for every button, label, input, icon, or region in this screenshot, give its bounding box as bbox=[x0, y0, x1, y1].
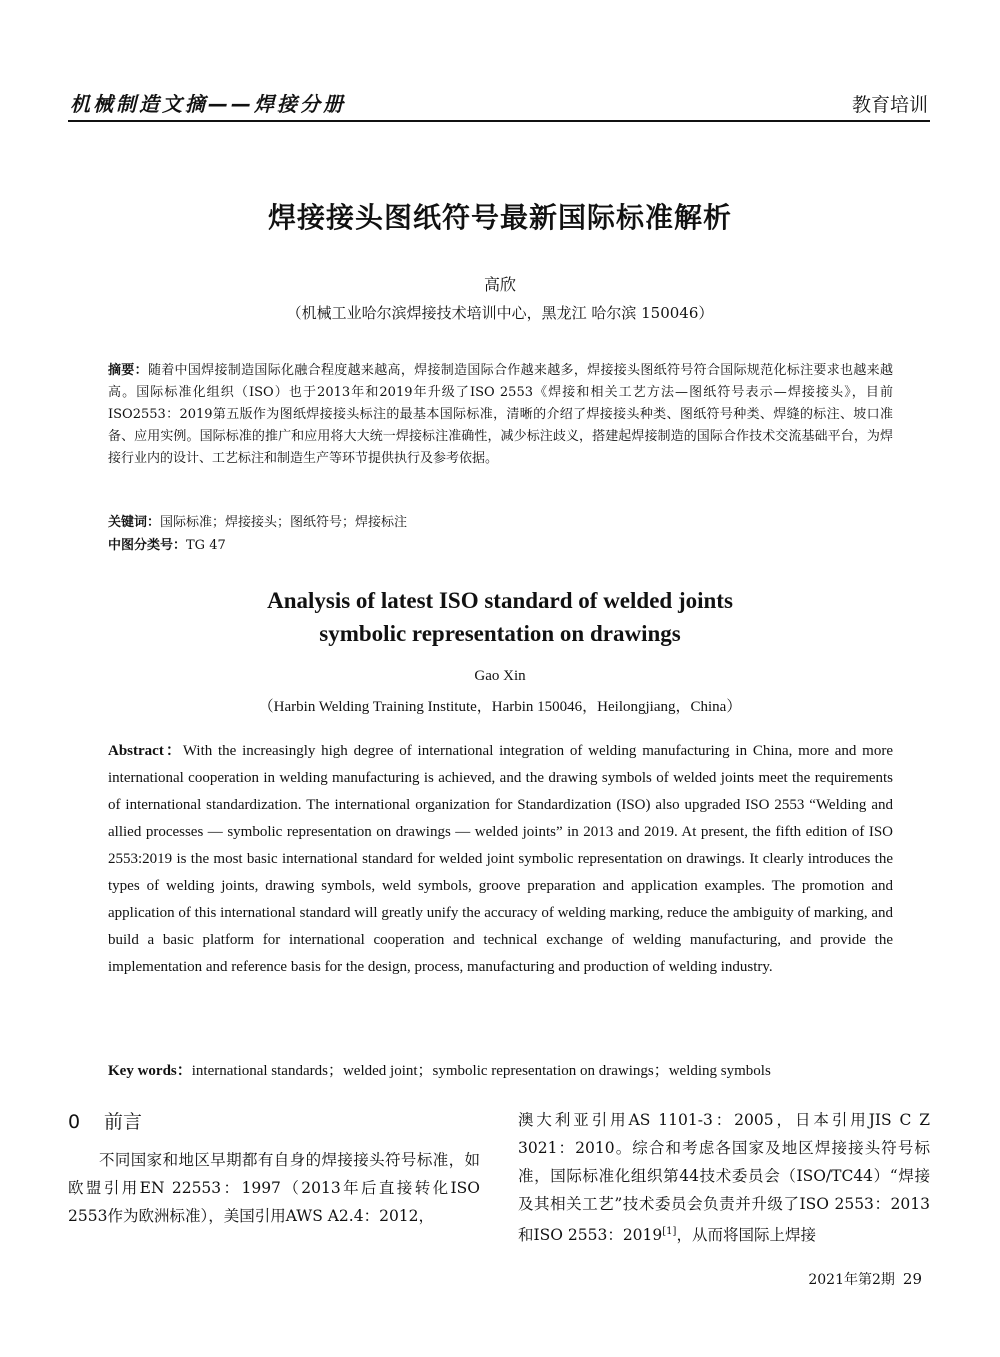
section-number: 0 bbox=[68, 1111, 81, 1133]
section-title: 前言 bbox=[104, 1111, 143, 1133]
keywords-en-label: Key words： bbox=[108, 1063, 192, 1079]
abstract-cn bbox=[108, 360, 893, 470]
page-footer bbox=[808, 1269, 922, 1289]
page-number: 29 bbox=[902, 1270, 922, 1288]
affiliation-cn: （机械工业哈尔滨焊接技术培训中心，黑龙江 哈尔滨 150046） bbox=[286, 304, 714, 322]
author-cn: 高欣 bbox=[483, 275, 516, 294]
abstract-en-text: With the increasingly high degree of international integration of welding manufacturing in China, more and more international cooperation in welding manufacturing is achieved, and the drawing symbols of welded joints meet the requirements of international standardization. The international organization for Standardization (ISO) also upgraded ISO 2553 “Welding and allied processes — symbolic representation on drawings — welded joints” in 2013 and 2019. At present, the fifth edition of ISO 2553:2019 is the most basic international standard for welded joint symbolic representation on drawings. It clearly introduces the types of welding joints, drawing symbols, weld symbols, groove preparation and application examples. The promotion and application of this international standard will greatly unify the accuracy of welding marking, reduce the ambiguity of marking, and build a basic platform for international cooperation and technical exchange of welding manufacturing, and provide the implementation and reference basis for the design, process, manufacturing and production of welding industry. bbox=[108, 743, 893, 975]
abstract-en-label: Abstract： bbox=[108, 743, 183, 759]
keywords-en-text: international standards；welded joint；symbolic representation on drawings；welding symbols bbox=[191, 1063, 771, 1079]
paper-title-en bbox=[0, 584, 1000, 650]
body-paragraph-right-tail: ，从而将国际上焊接 bbox=[676, 1226, 816, 1245]
paper-title-en-line1: Analysis of latest ISO standard of welded joints bbox=[267, 588, 733, 613]
affiliation-en: （Harbin Welding Training Institute，Harbin 150046，Heilongjiang，China） bbox=[258, 699, 742, 715]
paper-title-cn: 焊接接头图纸符号最新国际标准解析 bbox=[267, 201, 732, 234]
keywords-cn-label: 关键词： bbox=[108, 515, 161, 530]
running-header bbox=[68, 84, 930, 122]
classification-code bbox=[108, 535, 226, 557]
section-heading bbox=[68, 1108, 480, 1136]
clc-label: 中图分类号： bbox=[108, 538, 187, 553]
keywords-cn bbox=[108, 512, 407, 534]
body-paragraph-right: 澳大利亚引用AS 1101-3：2005，日本引用JIS C Z 3021：2010。综合和考虑各国家及地区焊接接头符号标准，国际标准化组织第44技术委员会（ISO/TC44）“焊接及其相关工艺”技术委员会负责并升级了ISO 2553：2013和ISO 2553：2019 bbox=[518, 1111, 930, 1245]
section-name: 教育培训 bbox=[851, 94, 928, 116]
abstract-en bbox=[108, 738, 893, 981]
author-en: Gao Xin bbox=[474, 668, 526, 684]
body-column-left bbox=[68, 1108, 480, 1230]
citation-ref: [1] bbox=[662, 1226, 677, 1237]
keywords-en bbox=[108, 1058, 898, 1085]
abstract-cn-text: 随着中国焊接制造国际化融合程度越来越高，焊接制造国际合作越来越多，焊接接头图纸符号符合国际规范化标注要求也越来越高。国际标准化组织（ISO）也于2013年和2019年升级了ISO 2553《焊接和相关工艺方法—图纸符号表示—焊接接头》，目前ISO2553：2019第五版作为图纸焊接接头标注的最基本国际标准，清晰的介绍了焊接接头种类、图纸符号种类、焊缝的标注、坡口准备、应用实例。国际标准的推广和应用将大大统一焊接标注准确性，减少标注歧义，搭建起焊接制造的国际合作技术交流基础平台，为焊接行业内的设计、工艺标注和制造生产等环节提供执行及参考依据。 bbox=[108, 363, 893, 466]
body-column-right bbox=[518, 1106, 930, 1249]
journal-name: 机械制造文摘——焊接分册 bbox=[70, 92, 346, 116]
keywords-cn-text: 国际标准；焊接接头；图纸符号；焊接标注 bbox=[160, 515, 408, 530]
paper-title-en-line2: symbolic representation on drawings bbox=[319, 621, 681, 646]
clc-text: TG 47 bbox=[186, 538, 226, 553]
issue-label: 2021年第2期 bbox=[808, 1272, 895, 1288]
abstract-cn-label: 摘要： bbox=[108, 363, 148, 378]
body-paragraph-left: 不同国家和地区早期都有自身的焊接接头符号标准，如欧盟引用EN 22553：1997（2013年后直接转化ISO 2553作为欧洲标准），美国引用AWS A2.4：2012， bbox=[68, 1151, 480, 1225]
